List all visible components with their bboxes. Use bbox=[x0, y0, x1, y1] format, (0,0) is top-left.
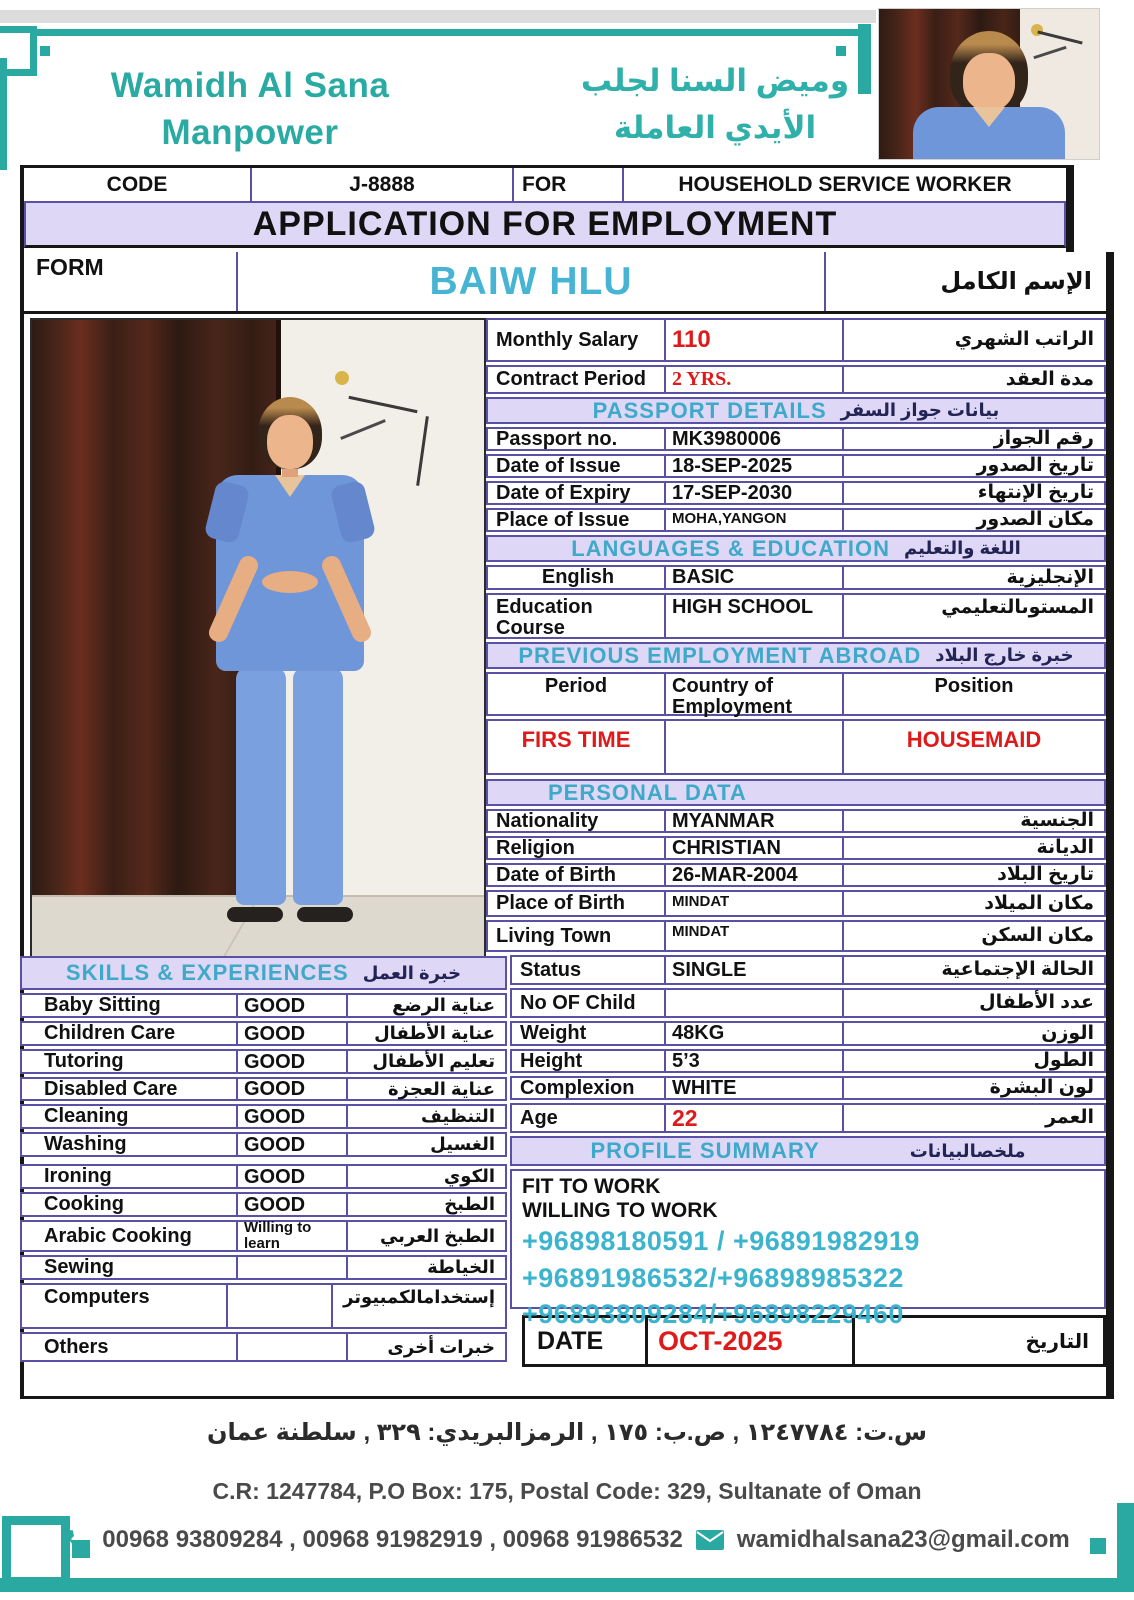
table-row-passport-no bbox=[486, 427, 1106, 451]
bottom-teal-bar bbox=[0, 1578, 1134, 1592]
applicant-neck bbox=[282, 469, 298, 477]
company-logo-arabic bbox=[560, 58, 870, 151]
table-row-nationality bbox=[486, 809, 1106, 833]
skill-label: Disabled Care bbox=[44, 1077, 178, 1100]
field-label-arabic: عدد الأطفال bbox=[979, 992, 1094, 1014]
field-value: 18-SEP-2025 bbox=[664, 456, 844, 476]
employment-position-value: HOUSEMAID bbox=[906, 727, 1042, 752]
column-header: Period bbox=[544, 675, 608, 697]
table-row-height bbox=[510, 1049, 1106, 1073]
table-row-living-town bbox=[486, 920, 1106, 952]
applicant-headshot-photo bbox=[878, 8, 1100, 160]
full-name-arabic-label: الإسم الكامل bbox=[940, 268, 1092, 295]
field-value: MOHA,YANGON bbox=[664, 510, 844, 530]
section-title-arabic: خبرة خارج البلاد bbox=[935, 645, 1074, 665]
skill-label: Washing bbox=[44, 1133, 127, 1155]
applicant-fullbody-photo bbox=[30, 318, 486, 959]
field-label-arabic: المستوىالتعليمي bbox=[941, 597, 1094, 618]
table-row-age bbox=[510, 1103, 1106, 1133]
code-value: J-8888 bbox=[250, 168, 512, 201]
skill-label-arabic: الطبخ العربي bbox=[379, 1225, 495, 1246]
corner-square-bottom-left bbox=[72, 1540, 90, 1558]
skill-value: GOOD bbox=[236, 1134, 348, 1155]
field-label-arabic: الوزن bbox=[1041, 1022, 1094, 1044]
applicant-name: BAIW HLU bbox=[236, 252, 826, 311]
footer-contact-line bbox=[0, 1526, 1134, 1554]
field-label-arabic: مكان الميلاد bbox=[984, 892, 1094, 914]
skill-label-arabic: عناية العجزة bbox=[388, 1078, 495, 1099]
section-title-arabic: خبرة العمل bbox=[362, 962, 462, 983]
field-value: SINGLE bbox=[664, 957, 844, 983]
field-label: Contract Period bbox=[496, 368, 647, 390]
pant-leg bbox=[293, 667, 343, 905]
skill-row-ironing bbox=[20, 1164, 507, 1189]
skill-row-cooking bbox=[20, 1192, 507, 1217]
corner-square-top-left bbox=[40, 46, 50, 56]
applicant-face bbox=[963, 53, 1015, 111]
field-label: Living Town bbox=[496, 924, 612, 947]
skill-value: GOOD bbox=[236, 1023, 348, 1044]
field-value: MK3980006 bbox=[664, 429, 844, 449]
details-column bbox=[486, 318, 1106, 1367]
company-name-line2: Manpower bbox=[161, 113, 339, 153]
field-label-arabic: مكان السكن bbox=[981, 925, 1094, 947]
section-header-languages-education bbox=[486, 535, 1106, 562]
company-name-arabic-line1: وميض السنا لجلب bbox=[580, 63, 850, 98]
table-row-place-of-birth bbox=[486, 890, 1106, 917]
skill-label: Baby Sitting bbox=[44, 994, 161, 1016]
slipper bbox=[227, 907, 283, 922]
section-title-arabic: ملخصالبيانات bbox=[909, 1140, 1026, 1161]
table-row-place-of-issue bbox=[486, 508, 1106, 532]
field-label-arabic: الراتب الشهري bbox=[954, 329, 1094, 351]
field-value: 26-MAR-2004 bbox=[664, 865, 844, 885]
field-label: No OF Child bbox=[520, 991, 636, 1014]
section-header-profile-summary bbox=[510, 1136, 1106, 1166]
table-frame-right bbox=[1106, 252, 1114, 1398]
skill-label: Arabic Cooking bbox=[44, 1224, 192, 1247]
field-label: Date of Birth bbox=[496, 863, 616, 886]
skill-value bbox=[236, 1334, 348, 1360]
skill-label-arabic: الطبخ bbox=[444, 1194, 495, 1215]
field-label: Religion bbox=[496, 836, 575, 859]
name-row bbox=[24, 252, 1106, 314]
skill-row-washing bbox=[20, 1132, 507, 1157]
footer-phone-numbers: 00968 93809284 , 00968 91982919 , 00968 91986532 bbox=[102, 1526, 683, 1553]
skill-label: Sewing bbox=[44, 1256, 115, 1278]
skill-value: GOOD bbox=[236, 1194, 348, 1215]
skill-label-arabic: تعليم الأطفال bbox=[372, 1051, 495, 1072]
field-label-arabic: تاريخ الإنتهاء bbox=[977, 482, 1094, 504]
skill-row-baby-sitting bbox=[20, 993, 507, 1018]
skill-label-arabic: الخياطة bbox=[427, 1257, 495, 1278]
footer-address-arabic: س.ت: ١٢٤٧٧٨٤ , ص.ب: ١٧٥ , الرمزالبريدي: ٣٢٩ , سلطنة عمان bbox=[207, 1419, 927, 1446]
for-label: FOR bbox=[512, 168, 622, 201]
field-label: Height bbox=[520, 1049, 583, 1072]
field-label-arabic: الحالة الإجتماعية bbox=[941, 959, 1094, 981]
skill-value: GOOD bbox=[236, 1079, 348, 1099]
footer-company-registration: C.R: 1247784, P.O Box: 175, Postal Code: 329, Sultanate of Oman bbox=[212, 1478, 922, 1504]
section-title: PROFILE SUMMARY bbox=[590, 1138, 820, 1163]
field-label-arabic: تاريخ الصدور bbox=[976, 455, 1094, 477]
section-title: SKILLS & EXPERIENCES bbox=[65, 960, 349, 985]
table-row-complexion bbox=[510, 1076, 1106, 1100]
page-title: APPLICATION FOR EMPLOYMENT bbox=[24, 201, 1066, 248]
field-value: 22 bbox=[664, 1105, 844, 1131]
applicant-scrub-pants bbox=[236, 667, 343, 905]
field-label-arabic: الجنسية bbox=[1020, 810, 1094, 832]
employment-value-row bbox=[486, 719, 1106, 775]
field-label-arabic: الإنجليزية bbox=[1006, 566, 1094, 588]
employment-header-row bbox=[486, 672, 1106, 716]
table-row-monthly-salary bbox=[486, 318, 1106, 362]
corner-square-bottom-right bbox=[1090, 1538, 1106, 1554]
section-header-personal-data bbox=[486, 779, 1106, 806]
applicant-slippers bbox=[227, 907, 353, 922]
photo-hanger-detail bbox=[335, 371, 349, 385]
date-label-arabic: التاريخ bbox=[1025, 1330, 1089, 1353]
table-row-date-of-birth bbox=[486, 863, 1106, 887]
skill-label-arabic: خبرات أخرى bbox=[387, 1336, 495, 1357]
field-value: 48KG bbox=[664, 1023, 844, 1044]
contact-phone-line: +96891986532/+96898985322 bbox=[522, 1262, 904, 1293]
summary-line: WILLING TO WORK bbox=[522, 1199, 718, 1223]
section-title-arabic: اللغة والتعليم bbox=[904, 538, 1021, 558]
table-row-status bbox=[510, 955, 1106, 985]
field-label-arabic: الطول bbox=[1033, 1050, 1094, 1072]
skill-label-arabic: الكوي bbox=[443, 1166, 495, 1187]
section-title: PERSONAL DATA bbox=[548, 779, 747, 805]
skill-value: GOOD bbox=[236, 1106, 348, 1127]
table-frame-bottom bbox=[20, 1396, 1114, 1399]
field-label-arabic: لون البشرة bbox=[989, 1077, 1094, 1099]
field-label: Age bbox=[520, 1106, 558, 1129]
column-header: Position bbox=[934, 675, 1014, 697]
field-label: Date of Issue bbox=[496, 454, 621, 477]
envelope-icon bbox=[695, 1529, 725, 1551]
section-header-skills bbox=[20, 956, 507, 990]
applicant-face bbox=[267, 415, 313, 469]
corner-square-top-right bbox=[836, 46, 846, 56]
slipper bbox=[297, 907, 353, 922]
form-label: FORM bbox=[36, 254, 104, 280]
table-row-date-of-expiry bbox=[486, 481, 1106, 505]
skill-label: Computers bbox=[44, 1286, 150, 1308]
table-row-no-of-child bbox=[510, 988, 1106, 1018]
code-row bbox=[24, 165, 1066, 204]
field-value: MYANMAR bbox=[664, 811, 844, 831]
field-label: Complexion bbox=[520, 1076, 635, 1099]
skill-row-cleaning bbox=[20, 1104, 507, 1129]
for-value: HOUSEHOLD SERVICE WORKER bbox=[622, 168, 1066, 201]
corner-bracket-bottom-left bbox=[2, 1516, 70, 1586]
column-header: Country of Employment bbox=[664, 674, 844, 714]
skill-row-children-care bbox=[20, 1021, 507, 1046]
company-name-line1: Wamidh Al Sana bbox=[110, 66, 390, 105]
skill-row-arabic-cooking bbox=[20, 1220, 507, 1252]
employment-country-value bbox=[664, 721, 844, 773]
field-value: CHRISTIAN bbox=[664, 838, 844, 858]
pant-leg bbox=[236, 667, 286, 905]
field-value: HIGH SCHOOL bbox=[664, 595, 844, 637]
date-value: OCT-2025 bbox=[645, 1318, 855, 1364]
field-label-arabic: مكان الصدور bbox=[976, 509, 1094, 531]
field-label: Weight bbox=[520, 1022, 587, 1044]
date-label: DATE bbox=[537, 1326, 604, 1355]
table-row-contract-period bbox=[486, 365, 1106, 394]
top-gray-strip bbox=[0, 10, 876, 23]
scrub-sleeve bbox=[329, 480, 376, 545]
table-frame-right-top bbox=[1066, 165, 1074, 252]
contact-phone-line: +96893809284/+96898229460 bbox=[522, 1299, 904, 1330]
field-value: 2 YRS. bbox=[664, 367, 844, 392]
skill-value: Willing to learn bbox=[236, 1222, 348, 1250]
field-value: MINDAT bbox=[664, 892, 844, 915]
skill-label-arabic: التنظيف bbox=[421, 1106, 495, 1127]
skill-row-others bbox=[20, 1332, 507, 1362]
skill-label: Cleaning bbox=[44, 1105, 129, 1127]
skill-label: Children Care bbox=[44, 1022, 176, 1044]
field-label-arabic: تاريخ البلاد bbox=[997, 864, 1094, 886]
left-teal-strip bbox=[0, 58, 7, 170]
section-title: PREVIOUS EMPLOYMENT ABROAD bbox=[518, 642, 922, 668]
employment-period-value: FIRS TIME bbox=[521, 727, 631, 752]
skill-label: Others bbox=[44, 1335, 109, 1358]
skill-label-arabic: إستخدامالكمبيوتر bbox=[343, 1287, 495, 1307]
applicant-scrub-top bbox=[913, 107, 1065, 159]
field-label: Monthly Salary bbox=[496, 328, 639, 351]
skill-value bbox=[226, 1285, 333, 1327]
field-label: Date of Expiry bbox=[496, 481, 631, 504]
table-row-education-course bbox=[486, 593, 1106, 639]
applicant-bust bbox=[909, 31, 1069, 159]
field-label: Status bbox=[520, 958, 582, 981]
skill-row-disabled-care bbox=[20, 1077, 507, 1101]
skill-label: Tutoring bbox=[44, 1050, 124, 1072]
code-label: CODE bbox=[106, 172, 168, 196]
field-label: English bbox=[541, 566, 615, 588]
field-value: 5’3 bbox=[664, 1051, 844, 1071]
skill-label: Cooking bbox=[44, 1193, 124, 1215]
section-title: PASSPORT DETAILS bbox=[592, 397, 827, 423]
footer-email: wamidhalsana23@gmail.com bbox=[736, 1526, 1070, 1553]
skill-value: GOOD bbox=[236, 1166, 348, 1187]
skill-value bbox=[236, 1257, 348, 1278]
company-name-arabic-line2: الأيدي العاملة bbox=[613, 109, 817, 145]
company-logo-english bbox=[40, 62, 460, 157]
summary-line: FIT TO WORK bbox=[522, 1175, 661, 1198]
skill-label-arabic: عناية الأطفال bbox=[374, 1023, 495, 1044]
section-header-previous-employment bbox=[486, 642, 1106, 669]
field-label: Passport no. bbox=[496, 427, 618, 450]
section-header-passport-details bbox=[486, 397, 1106, 424]
field-value: 17-SEP-2030 bbox=[664, 483, 844, 503]
profile-summary-box bbox=[510, 1169, 1106, 1330]
field-label: Place of Birth bbox=[496, 892, 625, 914]
section-title-arabic: بيانات جواز السفر bbox=[840, 400, 1000, 420]
corner-bar-bottom-right bbox=[1117, 1503, 1134, 1578]
photo-chain-detail bbox=[416, 416, 429, 486]
applicant-scrub-top bbox=[216, 475, 364, 671]
table-row-english bbox=[486, 565, 1106, 590]
skill-label: Ironing bbox=[44, 1165, 112, 1187]
field-label-arabic: مدة العقد bbox=[1005, 368, 1094, 390]
field-label-arabic: العمر bbox=[1045, 1107, 1094, 1129]
field-value: 110 bbox=[664, 320, 844, 360]
field-label: Nationality bbox=[496, 809, 599, 832]
top-teal-bar bbox=[6, 29, 868, 36]
skill-row-sewing bbox=[20, 1255, 507, 1280]
applicant-figure bbox=[216, 397, 364, 922]
skill-label-arabic: الغسيل bbox=[430, 1134, 495, 1155]
contact-phone-line: +96898180591 / +96891982919 bbox=[522, 1226, 920, 1257]
skill-label-arabic: عناية الرضع bbox=[392, 995, 495, 1016]
field-label: Place of Issue bbox=[496, 508, 630, 531]
skill-row-computers bbox=[20, 1283, 507, 1329]
field-label-arabic: رقم الجواز bbox=[993, 428, 1094, 450]
section-title: LANGUAGES & EDUCATION bbox=[571, 535, 891, 561]
skill-value: GOOD bbox=[236, 995, 348, 1016]
field-value: WHITE bbox=[664, 1078, 844, 1098]
table-row-religion bbox=[486, 836, 1106, 860]
field-value: BASIC bbox=[664, 567, 844, 588]
applicant-arm bbox=[319, 553, 374, 645]
field-label: Education Course bbox=[496, 596, 593, 639]
table-row-date-of-issue bbox=[486, 454, 1106, 478]
table-row-weight bbox=[510, 1021, 1106, 1046]
field-label-arabic: الديانة bbox=[1036, 837, 1094, 859]
skill-value: GOOD bbox=[236, 1051, 348, 1072]
field-value bbox=[664, 990, 844, 1016]
skills-section bbox=[20, 956, 507, 1365]
skill-row-tutoring bbox=[20, 1049, 507, 1074]
field-value: MINDAT bbox=[664, 922, 844, 950]
